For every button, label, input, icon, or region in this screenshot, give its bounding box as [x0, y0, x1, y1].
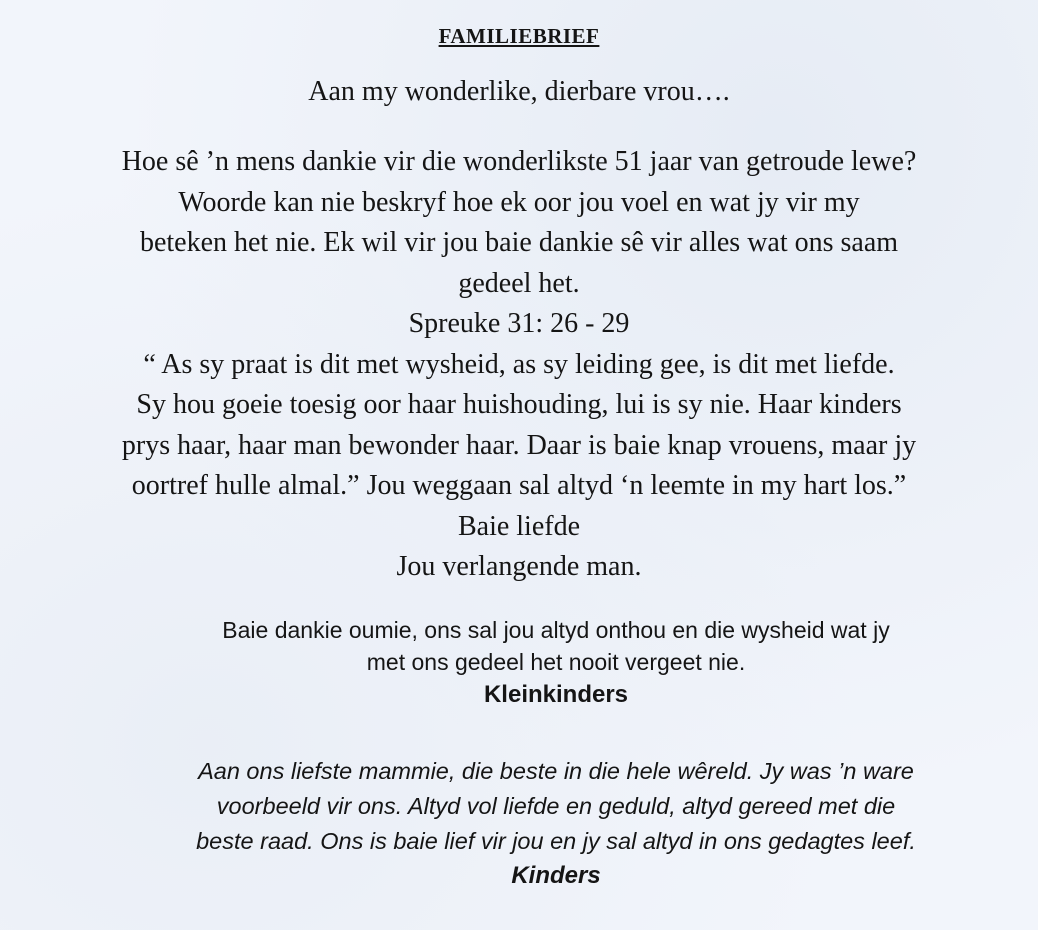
letter-closing: Baie liefde	[457, 510, 581, 542]
letter-line: beteken het nie. Ek wil vir jou baie dankie sê vir alles wat ons saam	[139, 227, 899, 258]
children-line: voorbeeld vir ons. Altyd vol liefde en geduld, altyd gereed met die	[216, 792, 896, 819]
children-message	[0, 754, 1038, 893]
letter-greeting: Aan my wonderlike, dierbare vrou….	[308, 76, 730, 107]
children-signature: Kinders	[511, 861, 601, 889]
grandchildren-line: Baie dankie oumie, ons sal jou altyd onthou en die wysheid wat jy	[222, 616, 890, 643]
letter-line: Spreuke 31: 26 - 29	[408, 308, 630, 339]
letter-line: Woorde kan nie beskryf hoe ek oor jou voel en wat jy vir my	[178, 186, 860, 218]
letter-line: gedeel het.	[458, 267, 580, 299]
husband-letter	[0, 142, 1038, 588]
children-line: beste raad. Ons is baie lief vir jou en jy sal altyd in ons gedagtes leef.	[196, 827, 916, 854]
children-line: Aan ons liefste mammie, die beste in die hele wêreld. Jy was ’n ware	[198, 757, 914, 784]
letter-line: oortref hulle almal.” Jou weggaan sal altyd ‘n leemte in my hart los.”	[131, 470, 907, 501]
grandchildren-signature: Kleinkinders	[483, 680, 629, 708]
letter-line: Hoe sê ’n mens dankie vir die wonderlikste 51 jaar van getroude lewe?	[121, 146, 917, 177]
letter-line: prys haar, haar man bewonder haar. Daar is baie knap vrouens, maar jy	[121, 429, 917, 461]
grandchildren-message	[0, 614, 1038, 712]
letter-signature: Jou verlangende man.	[396, 551, 642, 582]
document-title: FAMILIEBRIEF	[438, 24, 600, 48]
grandchildren-line: met ons gedeel het nooit vergeet nie.	[366, 648, 746, 675]
letter-line: “ As sy praat is dit met wysheid, as sy leiding gee, is dit met liefde.	[143, 348, 895, 380]
letter-line: Sy hou goeie toesig oor haar huishouding, lui is sy nie. Haar kinders	[136, 389, 902, 420]
